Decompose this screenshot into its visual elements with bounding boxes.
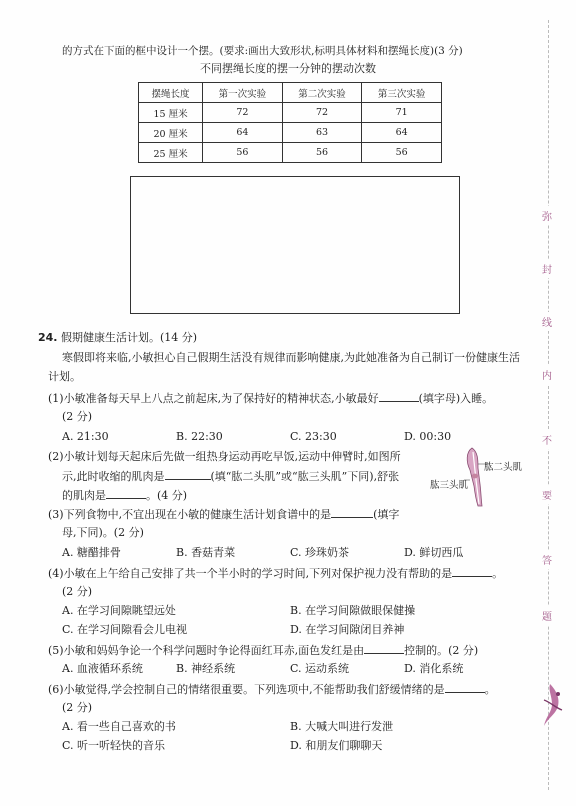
table-cell: 20 厘米 bbox=[139, 123, 203, 143]
seal-char: 要 bbox=[539, 485, 555, 504]
table-cell: 56 bbox=[282, 143, 362, 163]
table-cell: 72 bbox=[282, 103, 362, 123]
q3-line1 bbox=[48, 507, 399, 522]
triceps-label: 肱三头肌 bbox=[430, 480, 469, 491]
elbow-joint bbox=[472, 474, 478, 479]
q4-text bbox=[48, 566, 503, 581]
table-cell: 63 bbox=[282, 123, 362, 143]
q5-option-c[interactable]: C. 运动系统 bbox=[290, 662, 350, 675]
q2-line3 bbox=[62, 488, 187, 503]
q2-line3-b: 。(4 分) bbox=[146, 489, 188, 502]
q2-line3-a: 的肌肉是 bbox=[62, 489, 106, 502]
q1-option-b[interactable]: B. 22:30 bbox=[176, 430, 223, 443]
q4-option-a[interactable]: A. 在学习间隙眺望远处 bbox=[62, 604, 176, 617]
q1-text-b: (填字母)入睡。 bbox=[418, 392, 494, 405]
q3-line1-a: (3)下列食物中,不宜出现在小敏的健康生活计划食谱中的是 bbox=[48, 508, 332, 521]
seal-char: 线 bbox=[539, 312, 555, 331]
seal-char: 题 bbox=[539, 606, 555, 625]
q24-intro-line1: 寒假即将来临,小敏担心自己假期生活没有规律而影响健康,为此她准备为自己制订一份健康生活 bbox=[62, 351, 520, 364]
q3-option-d[interactable]: D. 鲜切西瓜 bbox=[404, 546, 464, 559]
q5-text-b: 控制的。(2 分) bbox=[404, 644, 479, 657]
q1-option-c[interactable]: C. 23:30 bbox=[290, 430, 337, 443]
experiment-table bbox=[138, 82, 442, 163]
table-header-cell: 第一次实验 bbox=[203, 83, 283, 103]
q1-answer-blank[interactable] bbox=[379, 391, 419, 402]
q6-text-a: (6)小敏觉得,学会控制自己的情绪很重要。下列选项中,不能帮助我们舒缓情绪的是 bbox=[48, 683, 445, 696]
seal-char: 内 bbox=[539, 365, 555, 384]
q6-answer-blank[interactable] bbox=[445, 682, 485, 693]
seal-char: 弥 bbox=[539, 206, 555, 225]
seal-char: 不 bbox=[539, 430, 555, 449]
q3-answer-blank[interactable] bbox=[331, 507, 373, 518]
q5-option-a[interactable]: A. 血液循环系统 bbox=[62, 662, 143, 675]
table-title: 不同摆绳长度的摆一分钟的摆动次数 bbox=[200, 62, 376, 75]
q5-option-b[interactable]: B. 神经系统 bbox=[176, 662, 236, 675]
seal-char: 答 bbox=[539, 550, 555, 569]
table-row bbox=[139, 123, 442, 143]
q5-answer-blank[interactable] bbox=[364, 643, 404, 654]
table-cell: 56 bbox=[203, 143, 283, 163]
decorative-ornament-icon bbox=[536, 680, 566, 730]
table-row bbox=[139, 143, 442, 163]
q1-option-d[interactable]: D. 00:30 bbox=[404, 430, 452, 443]
q6-score: (2 分) bbox=[62, 701, 93, 714]
q5-text bbox=[48, 643, 478, 658]
q6-option-b[interactable]: B. 大喊大叫进行发泄 bbox=[290, 720, 394, 733]
seal-dashed-line bbox=[548, 20, 549, 790]
table-header-row bbox=[139, 83, 442, 103]
q2-line2-b: (填“肱二头肌”或“肱三头肌”下同),舒张 bbox=[210, 470, 400, 483]
table-header-cell: 第二次实验 bbox=[282, 83, 362, 103]
q24-intro-line2: 计划。 bbox=[48, 370, 81, 383]
table-header-cell: 摆绳长度 bbox=[139, 83, 203, 103]
q5-option-d[interactable]: D. 消化系统 bbox=[404, 662, 464, 675]
q6-end: 。 bbox=[484, 683, 496, 696]
table-cell: 64 bbox=[203, 123, 283, 143]
q6-option-d[interactable]: D. 和朋友们聊聊天 bbox=[290, 739, 383, 752]
q2-relax-blank[interactable] bbox=[106, 488, 146, 499]
table-cell: 72 bbox=[203, 103, 283, 123]
q3-option-a[interactable]: A. 糖醋排骨 bbox=[62, 546, 121, 559]
q2-line2-a: 示,此时收缩的肌肉是 bbox=[62, 470, 165, 483]
table-cell: 15 厘米 bbox=[139, 103, 203, 123]
q2-line2 bbox=[62, 469, 399, 484]
q1-text-a: (1)小敏准备每天早上八点之前起床,为了保持好的精神状态,小敏最好 bbox=[48, 392, 379, 405]
q24-heading bbox=[38, 331, 197, 345]
q1-option-a[interactable]: A. 21:30 bbox=[62, 430, 109, 443]
q4-end: 。 bbox=[492, 567, 504, 580]
biceps-label: 肱二头肌 bbox=[484, 462, 523, 473]
q24-number: 24. bbox=[38, 331, 58, 344]
table-cell: 56 bbox=[362, 143, 442, 163]
q3-line1-b: (填字 bbox=[373, 508, 400, 521]
q1-text bbox=[48, 391, 493, 406]
pendulum-design-box[interactable] bbox=[130, 176, 460, 314]
q4-option-d[interactable]: D. 在学习间隙闭目养神 bbox=[290, 623, 405, 636]
seal-char: 封 bbox=[539, 259, 555, 278]
q4-text-a: (4)小敏在上午给自己安排了共一个半小时的学习时间,下列对保护视力没有帮助的是 bbox=[48, 567, 453, 580]
q2-contract-blank[interactable] bbox=[165, 469, 211, 480]
q3-option-c[interactable]: C. 珍珠奶茶 bbox=[290, 546, 350, 559]
q4-option-c[interactable]: C. 在学习间隙看会儿电视 bbox=[62, 623, 188, 636]
question-intro-text: 的方式在下面的框中设计一个摆。(要求:画出大致形状,标明具体材料和摆绳长度)(3 分) bbox=[62, 45, 463, 57]
table-header-cell: 第三次实验 bbox=[362, 83, 442, 103]
q6-option-a[interactable]: A. 看一些自己喜欢的书 bbox=[62, 720, 176, 733]
q3-line2: 母,下同)。(2 分) bbox=[62, 526, 144, 539]
q24-title: 假期健康生活计划。(14 分) bbox=[61, 331, 198, 344]
q6-option-c[interactable]: C. 听一听轻快的音乐 bbox=[62, 739, 166, 752]
q1-score: (2 分) bbox=[62, 410, 93, 423]
q4-score: (2 分) bbox=[62, 585, 93, 598]
q4-option-b[interactable]: B. 在学习间隙做眼保健操 bbox=[290, 604, 416, 617]
table-cell: 71 bbox=[362, 103, 442, 123]
table-cell: 64 bbox=[362, 123, 442, 143]
q5-text-a: (5)小敏和妈妈争论一个科学问题时争论得面红耳赤,面色发红是由 bbox=[48, 644, 365, 657]
table-row bbox=[139, 103, 442, 123]
q6-text bbox=[48, 682, 496, 697]
q2-line1: (2)小敏计划每天起床后先做一组热身运动再吃早饭,运动中伸臂时,如图所 bbox=[48, 450, 401, 463]
table-cell: 25 厘米 bbox=[139, 143, 203, 163]
q4-answer-blank[interactable] bbox=[452, 566, 492, 577]
q3-option-b[interactable]: B. 香菇青菜 bbox=[176, 546, 236, 559]
